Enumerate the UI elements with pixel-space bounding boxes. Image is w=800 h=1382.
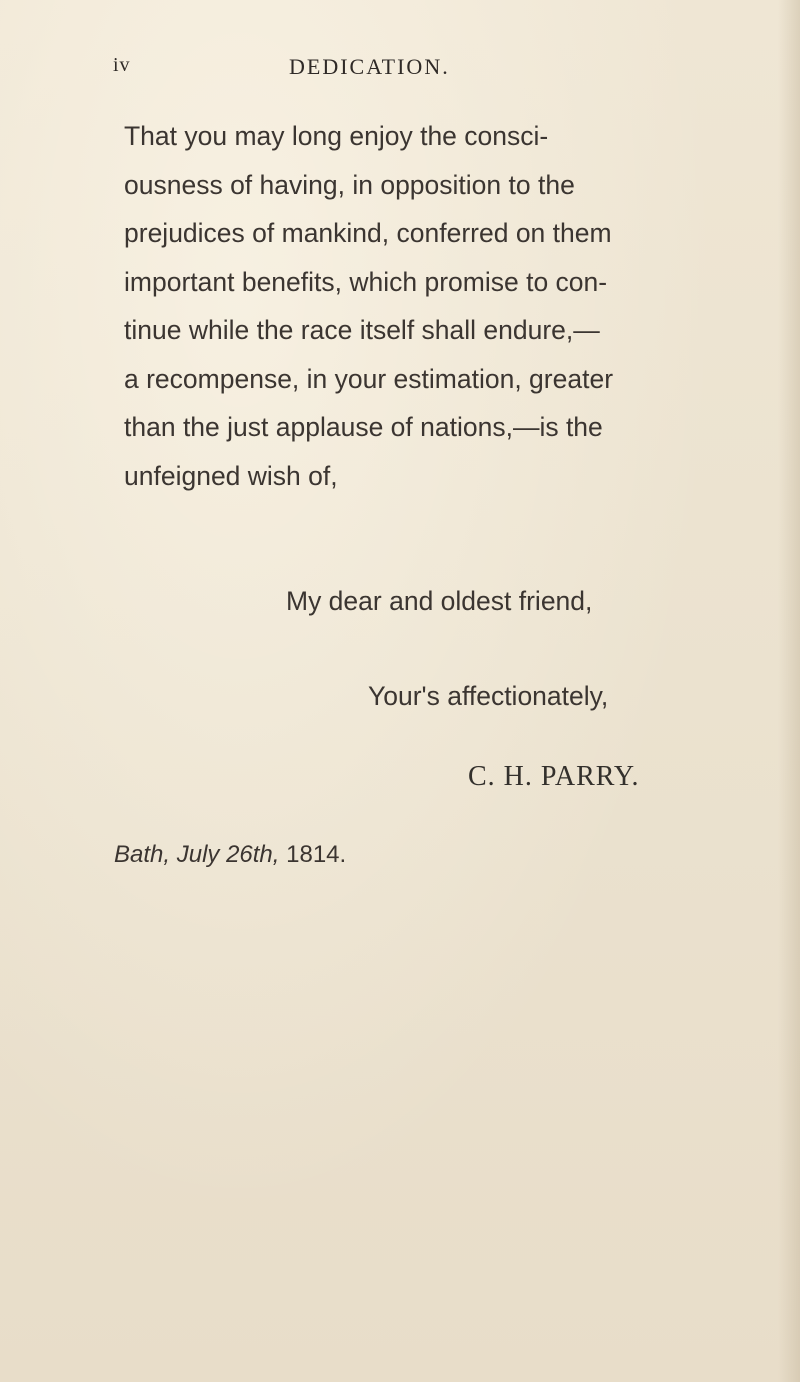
salutation: My dear and oldest friend, <box>286 586 593 616</box>
dedication-body <box>124 112 684 500</box>
dateline-date: July 26th, <box>176 841 280 868</box>
body-line: than the just applause of nations,—is the <box>124 412 603 442</box>
dateline <box>114 841 346 869</box>
running-head <box>0 54 800 84</box>
body-line: important benefits, which promise to con- <box>124 266 608 297</box>
dateline-place: Bath, <box>114 841 171 868</box>
signature: C. H. PARRY. <box>468 761 640 792</box>
body-line: That you may long enjoy the consci- <box>124 121 549 151</box>
body-line: a recompense, in your estimation, greater <box>124 363 614 394</box>
body-line: tinue while the race itself shall endure,— <box>124 315 600 345</box>
running-head-title: DEDICATION. <box>289 54 450 79</box>
valediction: Your's affectionately, <box>368 681 609 711</box>
body-line: unfeigned wish of, <box>124 460 338 491</box>
dateline-year: 1814. <box>286 841 347 868</box>
body-line: prejudices of mankind, conferred on them <box>124 218 612 248</box>
page-edge-shadow <box>778 0 800 1382</box>
body-line: ousness of having, in opposition to the <box>124 169 575 200</box>
page-number: iv <box>113 54 131 76</box>
